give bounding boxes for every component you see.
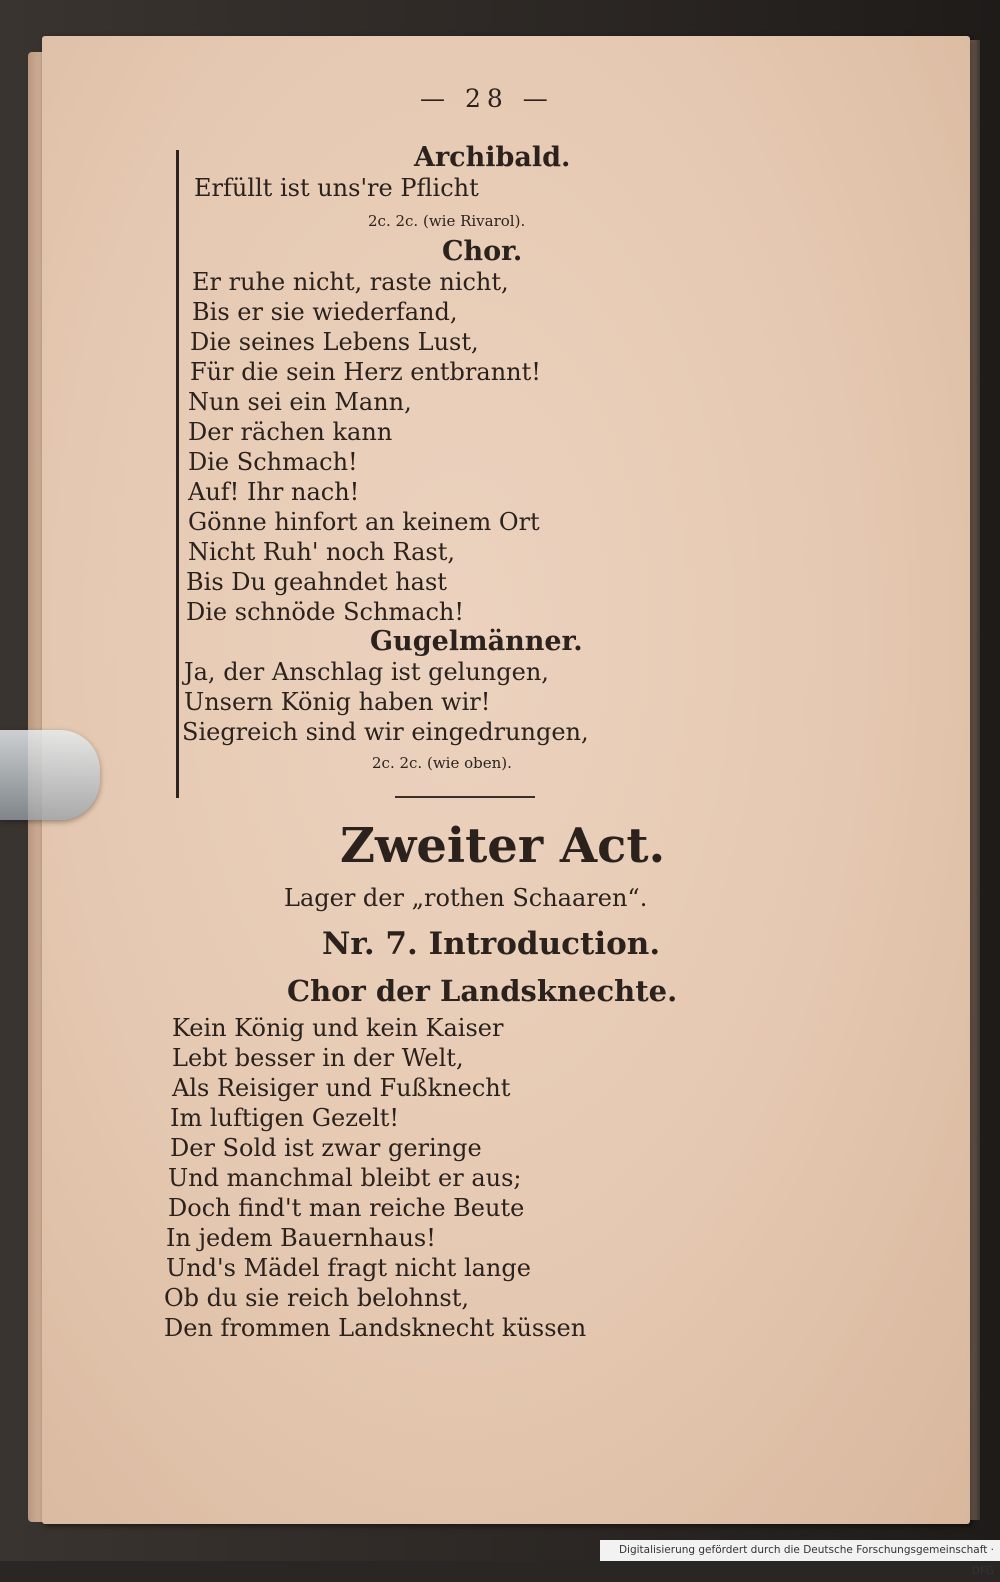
verse-line: Die Schmach! [188, 448, 358, 476]
verse-line: Unsern König haben wir! [184, 688, 491, 716]
page-clip [0, 730, 100, 820]
verse-line: Den frommen Landsknecht küssen [164, 1314, 587, 1342]
verse-line: Bis er sie wiederfand, [192, 298, 458, 326]
speaker-archibald: Archibald. [414, 142, 571, 173]
verse-line: Doch find't man reiche Beute [168, 1194, 525, 1222]
verse-line: Die schnöde Schmach! [186, 598, 465, 626]
verse-line: Und manchmal bleibt er aus; [168, 1164, 522, 1192]
digitization-footer: Digitalisierung gefördert durch die Deutsche Forschungsgemeinschaft · DFG [600, 1540, 1000, 1561]
verse-line: Nicht Ruh' noch Rast, [188, 538, 456, 566]
verse-line: Kein König und kein Kaiser [172, 1014, 504, 1042]
verse-line: Siegreich sind wir eingedrungen, [182, 718, 589, 746]
verse-line: Nun sei ein Mann, [188, 388, 412, 416]
verse-line: Als Reisiger und Fußknecht [172, 1074, 511, 1102]
act-title: Zweiter Act. [340, 818, 666, 874]
verse-line: Und's Mädel fragt nicht lange [166, 1254, 531, 1282]
verse-line: Für die sein Herz entbrannt! [190, 358, 541, 386]
verse-line: Auf! Ihr nach! [188, 478, 360, 506]
speaker-chor: Chor. [442, 236, 523, 267]
verse-line: Ob du sie reich belohnst, [164, 1284, 470, 1312]
scene-heading: Lager der „rothen Schaaren“. [284, 884, 648, 912]
margin-bracket [176, 150, 179, 798]
section-divider [395, 796, 535, 798]
verse-line: Er ruhe nicht, raste nicht, [192, 268, 509, 296]
verse-line: Bis Du geahndet hast [186, 568, 447, 596]
chorus-title: Chor der Landsknechte. [287, 974, 678, 1008]
verse-line: Der rächen kann [188, 418, 393, 446]
verse-line: Im luftigen Gezelt! [170, 1104, 400, 1132]
verse-line: Gönne hinfort an keinem Ort [188, 508, 540, 536]
verse-line: Der Sold ist zwar geringe [170, 1134, 482, 1162]
speaker-gugelmaenner: Gugelmänner. [370, 626, 583, 657]
stage-note: 2c. 2c. (wie oben). [372, 754, 512, 772]
verse-line: Die seines Lebens Lust, [190, 328, 479, 356]
verse-line: Erfüllt ist uns're Pflicht [194, 174, 479, 202]
verse-line: Ja, der Anschlag ist gelungen, [184, 658, 549, 686]
verse-line: Lebt besser in der Welt, [172, 1044, 464, 1072]
page-number: — 28 — [420, 84, 554, 113]
stage-note: 2c. 2c. (wie Rivarol). [368, 212, 526, 230]
verse-line: In jedem Bauernhaus! [166, 1224, 436, 1252]
number-title: Nr. 7. Introduction. [322, 926, 661, 962]
